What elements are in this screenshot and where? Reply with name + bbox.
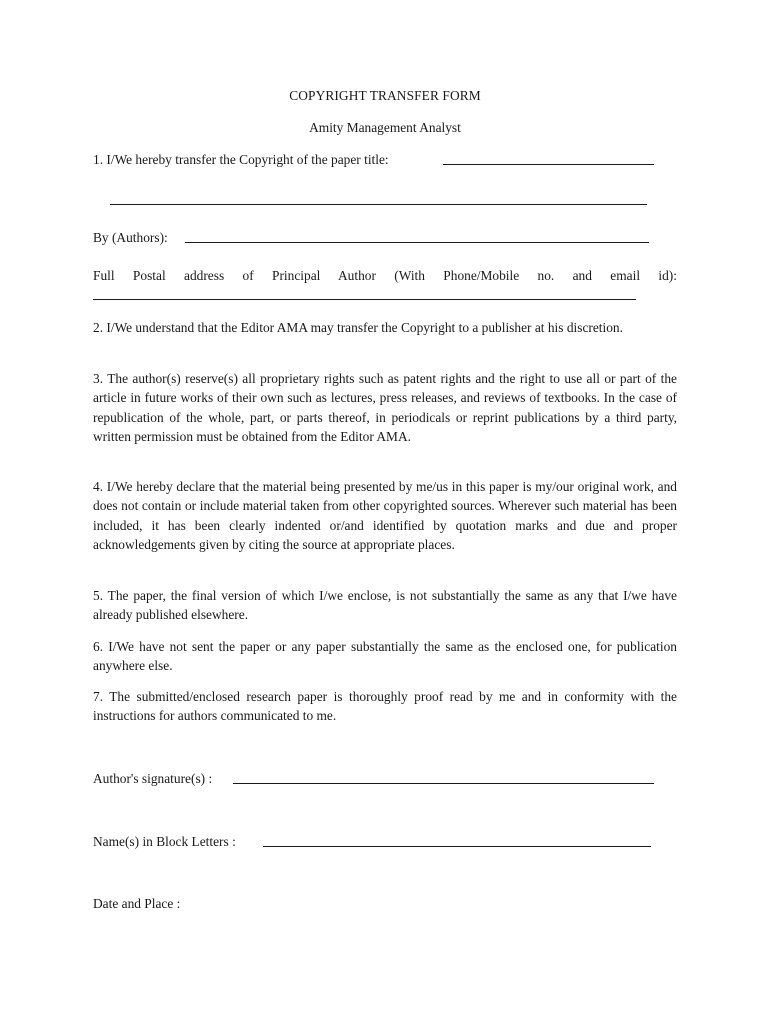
clause-2: 2. I/We understand that the Editor AMA may transfer the Copyright to a publisher at his discretion.: [93, 320, 623, 335]
paper-title-blank-continued[interactable]: [110, 204, 647, 205]
organization-name: Amity Management Analyst: [309, 120, 461, 135]
block-letters-blank[interactable]: [263, 846, 651, 847]
signature-blank[interactable]: [233, 783, 654, 784]
postal-address-label: Full Postal address of Principal Author (With Phone/Mobile no. and email id):: [93, 268, 677, 283]
date-place-label: Date and Place :: [93, 896, 181, 911]
clause-7: 7. The submitted/enclosed research paper is thoroughly proof read by me and in conformity with the instructions for authors communicated to me.: [93, 689, 677, 724]
postal-address-blank[interactable]: [93, 299, 636, 300]
authors-label: By (Authors):: [93, 230, 168, 245]
authors-blank[interactable]: [185, 242, 649, 243]
clause-6: 6. I/We have not sent the paper or any paper substantially the same as the enclosed one, for publication anywhere else.: [93, 639, 677, 674]
form-title: COPYRIGHT TRANSFER FORM: [289, 88, 481, 103]
clause-3: 3. The author(s) reserve(s) all proprietary rights such as patent rights and the right to use all or part of the article in future works of their own such as lectures, press releases, and reviews of textbooks. In the case of republication of the whole, part, or parts thereof, in periodicals or reprint publications by a third party, written permission must be obtained from the Editor AMA.: [93, 371, 677, 444]
clause-4: 4. I/We hereby declare that the material being presented by me/us in this paper is my/our original work, and does not contain or include material taken from other copyrighted sources. Wherever such material has been included, it has been clearly indented or/and identified by quotation marks and due and proper acknowledgements given by citing the source at appropriate places.: [93, 479, 677, 552]
block-letters-label: Name(s) in Block Letters :: [93, 834, 236, 849]
paper-title-label: 1. I/We hereby transfer the Copyright of the paper title:: [93, 152, 389, 167]
signature-label: Author's signature(s) :: [93, 771, 213, 786]
clause-5: 5. The paper, the final version of which I/we enclose, is not substantially the same as any that I/we have already published elsewhere.: [93, 588, 677, 623]
paper-title-blank[interactable]: [443, 164, 654, 165]
